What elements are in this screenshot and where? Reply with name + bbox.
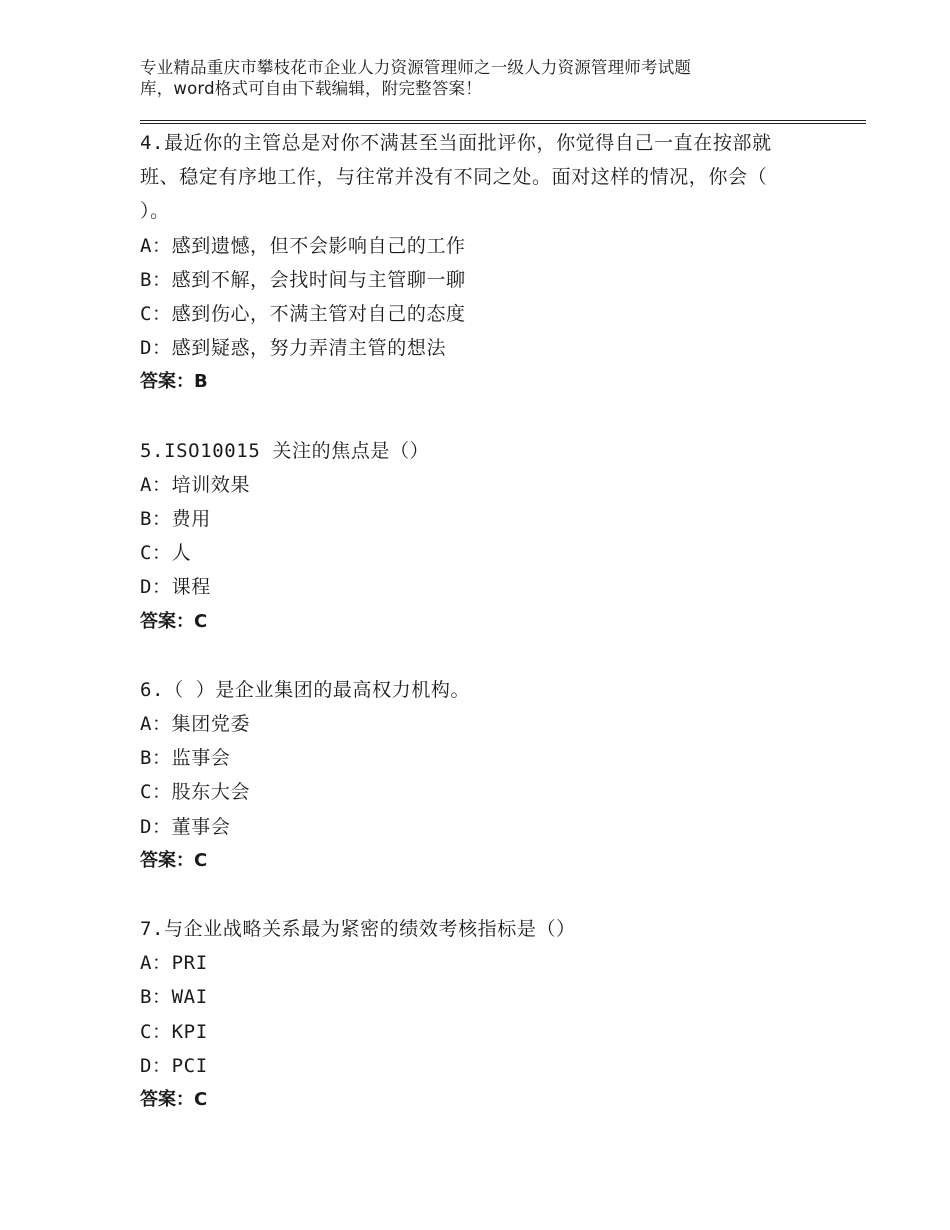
document-header <box>140 57 780 99</box>
option-c: C：KPI <box>140 1020 208 1043</box>
option-a: A：感到遗憾，但不会影响自己的工作 <box>140 234 466 257</box>
answer-label: 答案：B <box>140 371 208 393</box>
option-b: B：感到不解，会找时间与主管聊一聊 <box>140 268 466 291</box>
question-4 <box>140 126 820 400</box>
question-stem: 6.（ ）是企业集团的最高权力机构。 <box>140 678 471 701</box>
header-divider <box>140 120 866 124</box>
option-b: B：WAI <box>140 986 208 1009</box>
option-b: B：监事会 <box>140 747 231 770</box>
option-d: D：感到疑惑，努力弄清主管的想法 <box>140 337 447 360</box>
option-d: D：课程 <box>140 576 211 599</box>
option-c: C：股东大会 <box>140 781 251 804</box>
question-6 <box>140 673 820 878</box>
question-stem: 7.与企业战略关系最为紧密的绩效考核指标是（） <box>140 918 576 941</box>
answer-label: 答案：C <box>140 610 208 632</box>
header-line-2: 库，word格式可自由下载编辑，附完整答案！ <box>140 79 482 98</box>
question-7 <box>140 912 820 1117</box>
option-b: B：费用 <box>140 508 211 531</box>
answer-label: 答案：C <box>140 849 208 871</box>
option-c: C：感到伤心，不满主管对自己的态度 <box>140 303 466 326</box>
option-c: C：人 <box>140 542 192 565</box>
option-a: A：集团党委 <box>140 713 251 736</box>
option-a: A：培训效果 <box>140 473 251 496</box>
option-d: D：董事会 <box>140 815 231 838</box>
question-stem: 4.最近你的主管总是对你不满甚至当面批评你，你觉得自己一直在按部就班、稳定有序地工作，与往常并没有不同之处。面对这样的情况，你会（ ）。 <box>140 132 772 223</box>
question-stem: 5.ISO10015 关注的焦点是（） <box>140 439 430 462</box>
question-5 <box>140 434 820 639</box>
option-d: D：PCI <box>140 1054 208 1077</box>
header-line-1: 专业精品重庆市攀枝花市企业人力资源管理师之一级人力资源管理师考试题 <box>140 58 692 77</box>
question-list <box>140 126 820 1151</box>
option-a: A：PRI <box>140 952 208 975</box>
answer-label: 答案：C <box>140 1089 208 1111</box>
